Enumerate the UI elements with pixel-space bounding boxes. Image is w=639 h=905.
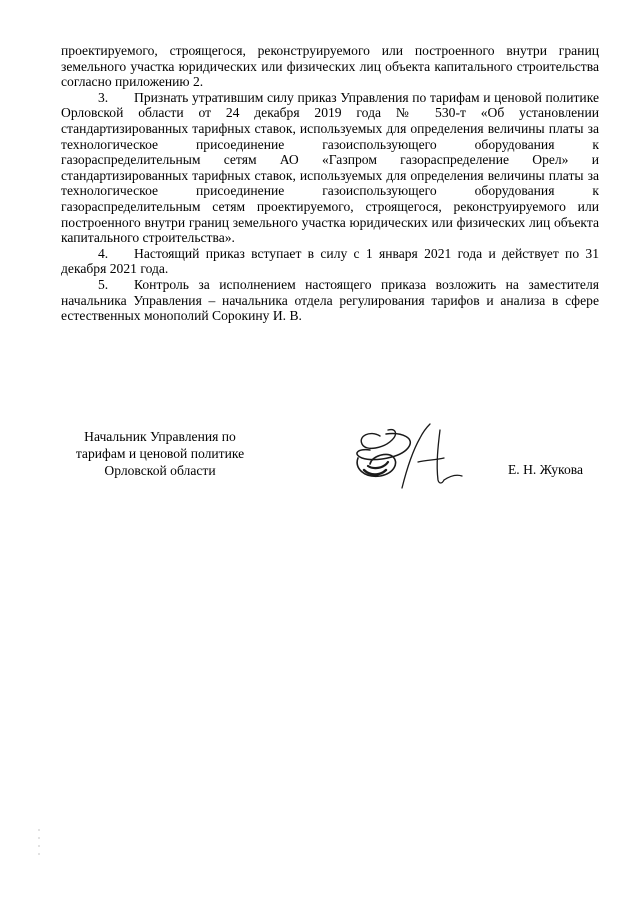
paragraph-text: проектируемого, строящегося, реконструируемого или построенного внутри границ земельного участка юридических или физических лиц объекта капитального строительства согласно приложению 2. bbox=[61, 43, 599, 90]
paragraph-number: 5. bbox=[98, 276, 109, 292]
signer-title-line: Орловской области bbox=[104, 463, 216, 478]
signer-title-line: Начальник Управления по bbox=[84, 429, 236, 444]
paragraph-number: 4. bbox=[98, 245, 109, 261]
paragraph-number: 3. bbox=[98, 89, 109, 105]
signer-position bbox=[55, 428, 265, 479]
paragraph-text: Настоящий приказ вступает в силу с 1 января 2021 года и действует по 31 декабря 2021 года. bbox=[61, 245, 599, 277]
handwritten-signature-icon bbox=[340, 418, 470, 498]
scan-artifact bbox=[36, 826, 42, 866]
signer-title-line: тарифам и ценовой политике bbox=[75, 446, 245, 461]
signer-name: Е. Н. Жукова bbox=[508, 462, 584, 477]
paragraph-text: Признать утратившим силу приказ Управления по тарифам и ценовой политике Орловской области от 24 декабря 2019 года № 530-т «Об установлении стандартизированных тарифных ставок, используемых для определения величины платы за технологическое присоединение газоиспользующего оборудования к газораспределительным сетям АО «Газпром газораспределение Орел» и стандартизированных тарифных ставок, используемых для определения величины платы за технологическое присоединение газоиспользующего оборудования к газораспределительным сетям проектируемого, строящегося, реконструируемого или построенного внутри границ земельного участка юридических или физических лиц объекта капитального строительства». bbox=[61, 89, 599, 246]
paragraph-text: Контроль за исполнением настоящего приказа возложить на заместителя начальника Управления – начальника отдела регулирования тарифов и анализа в сфере естественных монополий Сорокину И. В. bbox=[61, 276, 599, 324]
